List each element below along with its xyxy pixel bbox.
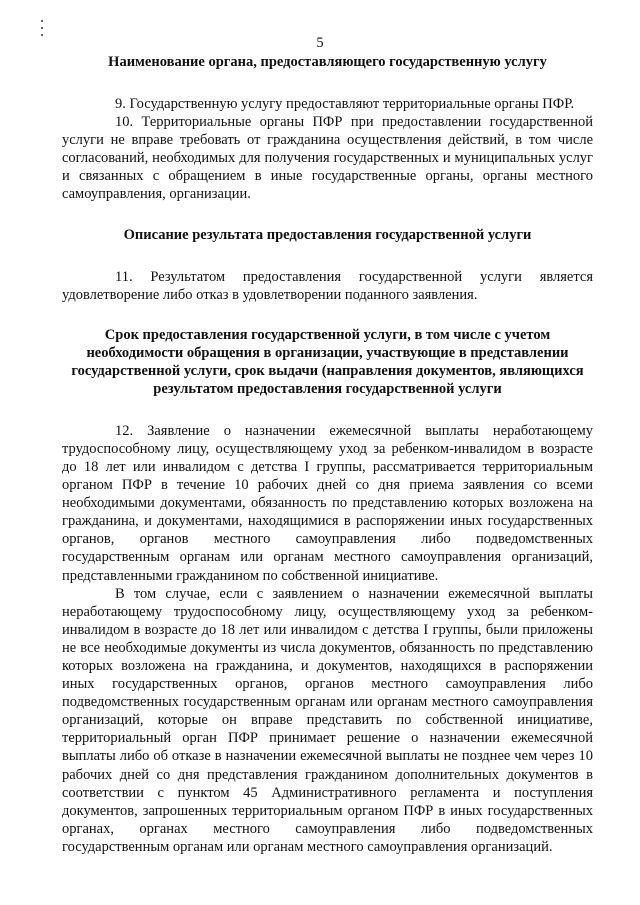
paragraph: В том случае, если с заявлением о назначении ежемесячной выплаты неработающему трудоспособному лицу, осуществляющему уход за ребенком-инвалидом в возрасте до 18 лет или инвалидом с детства I группы, были приложены не все необходимые документы из числа документов, обязанность по представлению которых возложена на гражданина, и документов, находящихся в распоряжении иных государственных органов, органов местного самоуправления либо подведомственных государственным органам или органам местного самоуправления организаций, которые он вправе представить по собственной инициативе, территориальный орган ПФР принимает решение о назначении ежемесячной выплаты либо об отказе в назначении ежемесячной выплаты не позднее чем через 10 рабочих дней со дня представления гражданином дополнительных документов в соответствии с пунктом 45 Административного регламента и поступления документов, запрошенных территориальным органом ПФР в иных государственных органах, органах местного самоуправления либо подведомственных государственным органам или органам местного самоуправления организаций. [62, 585, 593, 855]
paragraph: 10. Территориальные органы ПФР при предоставлении государственной услуги не вправе требовать от гражданина осуществления действий, в том числе согласований, необходимых для получения государственных и муниципальных услуг и связанных с обращением в иные государственные органы, органы местного самоуправления, организации. [62, 114, 593, 203]
paragraph: 12. Заявление о назначении ежемесячной выплаты неработающему трудоспособному лицу, осуществляющему уход за ребенком-инвалидом в возрасте до 18 лет или инвалидом с детства I группы, рассматривается территориальным органом ПФР в течение 10 рабочих дней со дня приема заявления со всеми необходимыми документами, обязанность по представлению которых возложена на гражданина, и документами, находящимися в распоряжении иных государственных органов, органов местного самоуправления либо подведомственных государственным органам или органам местного самоуправления организаций, представленными гражданином по собственной инициативе. [62, 422, 593, 584]
paragraph: 9. Государственную услугу предоставляют территориальные органы ПФР. [115, 96, 575, 112]
paragraph: 11. Результатом предоставления государственной услуги является удовлетворение либо отказ в удовлетворении поданного заявления. [62, 268, 593, 303]
section-heading: Наименование органа, предоставляющего государственную услугу [108, 54, 547, 70]
document-body [62, 53, 593, 856]
section-heading: Описание результата предоставления государственной услуги [123, 226, 532, 243]
section-heading: Срок предоставления государственной услуги, в том числе с учетом необходимости обращения в организации, участвующие в представлении государственной услуги, срок выдачи (направления документов, являющихся результатом предоставления государственной услуги [71, 326, 584, 397]
page-number: 5 [316, 35, 324, 51]
